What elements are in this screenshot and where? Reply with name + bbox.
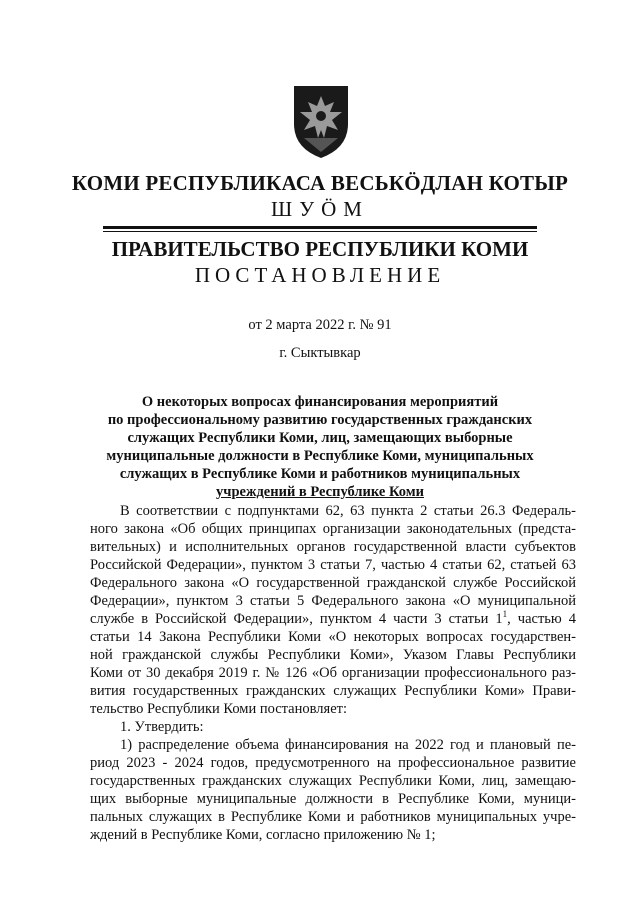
body-line: ждений в Республике Коми, согласно приложению № 1;	[90, 827, 436, 843]
body-line: щих выборные муниципальные должности в Республике Коми, муници-	[90, 791, 576, 807]
doc-title	[60, 393, 580, 501]
body-line: риод 2023 - 2024 годов, предусмотренного на профессиональное развитие	[90, 755, 576, 771]
body-line: ной гражданской службы Республики Коми», Указом Главы Республики	[90, 647, 576, 663]
body-line: вития государственных гражданских служащих Республики Коми» Прави-	[90, 683, 576, 699]
body-line: Коми от 30 декабря 2019 г. № 126 «Об организации профессионального раз-	[90, 665, 576, 681]
government-title: ПРАВИТЕЛЬСТВО РЕСПУБЛИКИ КОМИ	[111, 237, 529, 261]
body-line: ного закона «Об общих принципах организации законодательных (предста-	[90, 521, 576, 537]
doc-type: ПОСТАНОВЛЕНИЕ	[194, 263, 446, 287]
body-line	[90, 610, 576, 628]
doc-date-number: от 2 марта 2022 г. № 91	[248, 317, 392, 333]
title-line: по профессиональному развитию государственных гражданских	[107, 412, 533, 428]
komi-doc-type: ШУӦМ	[271, 197, 369, 221]
body-line: В соответствии с подпунктами 62, 63 пункта 2 статьи 26.3 Федераль-	[120, 503, 576, 519]
title-line: служащих в Республике Коми и работников муниципальных	[119, 466, 521, 482]
body-line: Федерального закона «О государственной гражданской службе Российской	[90, 575, 576, 591]
komi-government-title: КОМИ РЕСПУБЛИКАСА ВЕСЬКӦДЛАН КОТЫР	[71, 171, 569, 195]
doc-body	[90, 502, 576, 844]
footnote-superscript: 1	[502, 609, 508, 620]
body-line: Федерации», пунктом 3 статьи 5 Федерального закона «О муниципальной	[90, 593, 576, 609]
body-line: тельство Республики Коми постановляет:	[90, 701, 347, 717]
body-line: пальных служащих в Республике Коми и работников муниципальных учре-	[90, 809, 576, 825]
title-line: О некоторых вопросах финансирования мероприятий	[141, 394, 499, 410]
body-line: 1) распределение объема финансирования на 2022 год и плановый пе-	[120, 737, 576, 753]
title-line: учреждений в Республике Коми	[216, 484, 424, 500]
body-line: государственных гражданских служащих Республики Коми, лиц, замещаю-	[90, 773, 576, 789]
header-divider-thick	[103, 226, 537, 229]
body-line: Российской Федерации», пунктом 3 статьи 7, частью 4 статьи 62, статьей 63	[90, 557, 576, 573]
body-line: статьи 14 Закона Республики Коми «О некоторых вопросах государствен-	[90, 629, 576, 645]
body-line-part: , частью 4	[507, 611, 576, 627]
body-line: вительных) и исполнительных органов государственной власти субъектов	[90, 539, 576, 555]
header-divider-thin	[103, 231, 537, 232]
body-line: 1. Утвердить:	[120, 719, 204, 735]
title-line: служащих Республики Коми, лиц, замещающих выборные	[127, 430, 513, 446]
body-line-part: службе в Российской Федерации», пунктом 4 части 3 статьи 1	[90, 611, 503, 627]
title-line: муниципальные должности в Республике Коми, муниципальных	[106, 448, 534, 464]
komi-coat-of-arms-icon	[290, 80, 352, 160]
doc-city: г. Сыктывкар	[279, 345, 361, 361]
